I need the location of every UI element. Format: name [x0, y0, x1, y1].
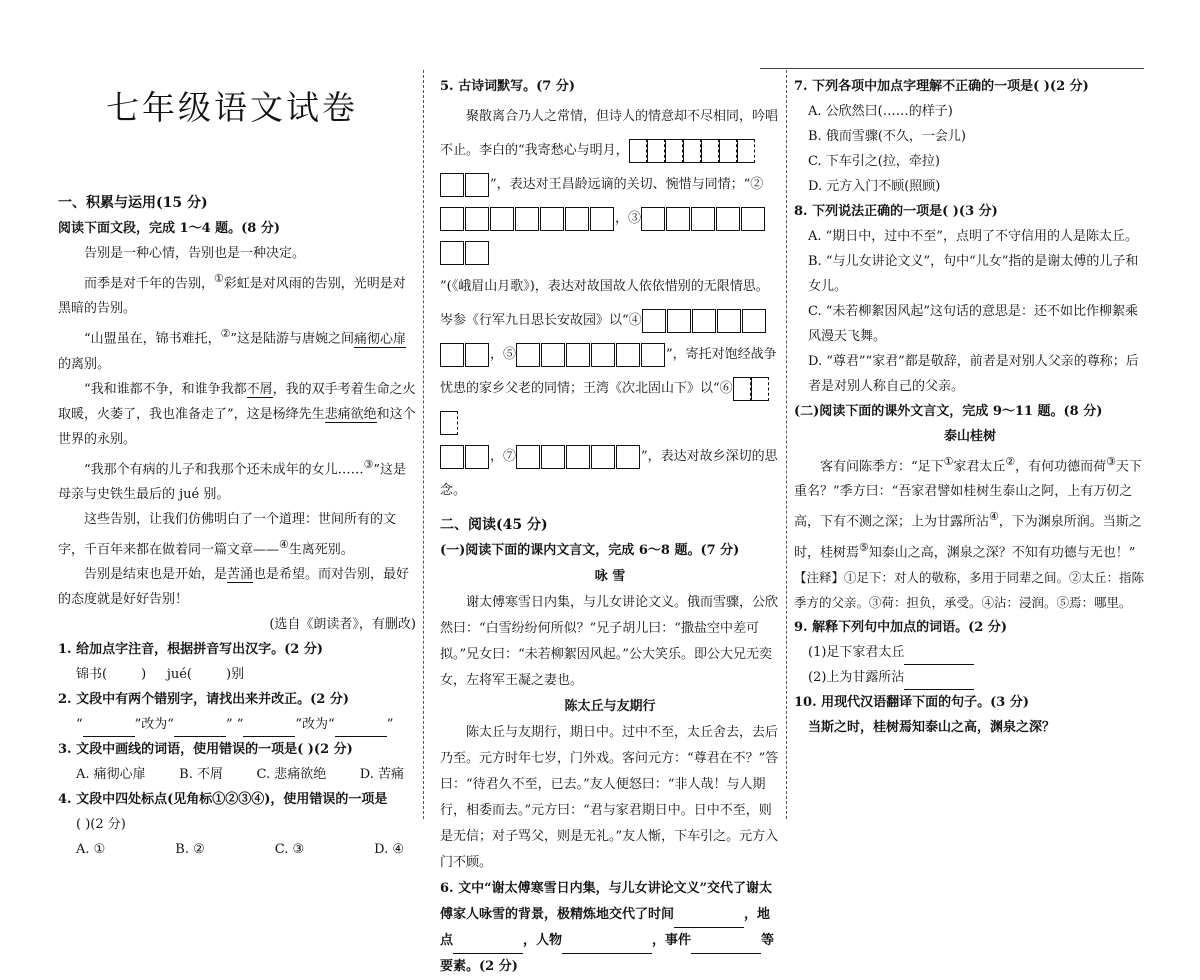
- text-title: 泰山桂树: [943, 429, 996, 444]
- question-8: 8. 下列说法正确的一项是( )(3 分): [794, 204, 998, 219]
- answer-blank[interactable]: [83, 722, 135, 737]
- question-4-options: [58, 837, 416, 862]
- question-3-options: [58, 762, 416, 787]
- option-c[interactable]: C. 悲痛欲绝: [256, 767, 327, 783]
- question-5: 5. 古诗词默写。(7 分): [440, 79, 575, 94]
- answer-blank[interactable]: [562, 939, 652, 954]
- answer-blank[interactable]: [691, 939, 761, 954]
- classical-text: 谢太傅寒雪日内集，与儿女讲论文义。俄而雪骤，公欣然曰：“白雪纷纷何所似？”兄子胡儿曰：“撒盐空中差可拟。”兄女曰：“未若柳絮因风起。”公大笑乐。即公大兄无奕女，左将军王凝之妻也。: [440, 595, 779, 688]
- answer-blank[interactable]: [674, 913, 744, 928]
- option-d[interactable]: D. 元方入门不顾(照顾): [808, 179, 941, 194]
- annotation: 【注释】①足下：对人的敬称，多用于同辈之间。②太丘：指陈季方的父亲。③荷：担负，承受。④沾：浸润。⑤焉：哪里。: [794, 569, 1145, 610]
- question-10: 10. 用现代汉语翻译下面的句子。(3 分): [794, 694, 1030, 710]
- text-title: 咏 雪: [594, 569, 626, 584]
- passage-paragraph: 这些告别，让我们仿佛明白了一个道理：世间所有的文字，千百年来都在做着同一篇文章——④生离死别。: [58, 511, 397, 558]
- option-a[interactable]: A. ①: [76, 842, 106, 858]
- column-middle: [440, 74, 780, 974]
- passage-source: (选自《朗读者》，有删改): [269, 617, 416, 633]
- question-6: 6. 文中“谢太傅寒雪日内集，与儿女讲论文义”交代了谢太傅家人咏雪的背景，极精炼地交代了时间 ，地点 ，人物 ，事件 等要素。(2 分): [440, 881, 775, 974]
- answer-blank[interactable]: [243, 722, 295, 737]
- question-9-item: (2)上为甘露所沾: [794, 665, 1146, 690]
- option-a[interactable]: A. “期日中，过中不至”，点明了不守信用的人是陈太丘。: [808, 229, 1138, 244]
- exam-title: 七年级语文试卷: [106, 88, 358, 127]
- option-c[interactable]: C. ③: [274, 842, 305, 858]
- passage-paragraph: “山盟虽在，锦书难托，②”这是陆游与唐婉之间痛彻心扉的离别。: [58, 327, 407, 372]
- option-a[interactable]: A. 痛彻心扉: [76, 767, 146, 783]
- question-4-score: ( )(2 分): [76, 817, 126, 833]
- section-heading: 一、积累与运用(15 分): [58, 195, 208, 211]
- subsection-heading: (二)阅读下面的课外文言文，完成 9～11 题。(8 分): [794, 404, 1103, 419]
- column-right: [794, 74, 1146, 829]
- answer-blank[interactable]: [904, 675, 974, 690]
- option-c[interactable]: C. 下车引之(拉，牵拉): [808, 154, 940, 169]
- option-b[interactable]: B. 俄而雪骤(不久，一会儿): [808, 129, 966, 144]
- option-b[interactable]: B. 不屑: [179, 767, 223, 783]
- passage-paragraph: “我那个有病的儿子和我那个还未成年的女儿……③”这是母亲与史铁生最后的 jué 别。: [58, 457, 407, 502]
- passage-paragraph: 告别是一种心情，告别也是一种决定。: [84, 246, 306, 261]
- question-10-sentence: 当斯之时，桂树焉知泰山之高，渊泉之深？: [808, 719, 1056, 735]
- option-d[interactable]: D. 苦痛: [359, 767, 404, 783]
- section-heading: 二、阅读(45 分): [440, 517, 548, 533]
- question-2-blanks: “ ”改为“ ” “ ”改为“ ”: [58, 712, 416, 737]
- question-9: 9. 解释下列句中加点的词语。(2 分): [794, 619, 1007, 635]
- answer-blank[interactable]: [453, 939, 523, 954]
- question-1: 1. 给加点字注音，根据拼音写出汉字。(2 分): [58, 642, 323, 658]
- option-d[interactable]: D. ④: [374, 842, 404, 858]
- answer-blank[interactable]: [904, 650, 974, 665]
- poem-fill-text: 聚散离合乃人之常情，但诗人的情意却不尽相同，吟唱不止。李白的“我寄愁心与明月， ”，表达对王昌龄远谪的关切、惋惜与同情；“② ，③ ”(《峨眉山月歌》)，表达对故国故人依依惜别的无限情思。岑参《行军九日思长安故园》以“④ ，⑤ ”，寄托对饱经战争忧患的家乡父老的同情；王湾《次北固山下》以“⑥ ，⑦ ”，表达对故乡深切的思念。: [440, 109, 779, 498]
- passage-intro: 阅读下面文段，完成 1～4 题。(8 分): [58, 221, 281, 236]
- question-2: 2. 文段中有两个错别字，请找出来并改正。(2 分): [58, 692, 349, 708]
- option-a[interactable]: A. 公欣然曰(……的样子): [808, 104, 953, 119]
- option-c[interactable]: C. “未若柳絮因风起”这句话的意思是：还不如比作柳絮乘风漫天飞舞。: [808, 304, 1139, 344]
- question-9-item: (1)足下家君太丘: [794, 640, 1146, 665]
- option-b[interactable]: B. ②: [175, 842, 205, 858]
- answer-blank[interactable]: [174, 722, 226, 737]
- question-4: 4. 文段中四处标点(见角标①②③④)，使用错误的一项是: [58, 792, 388, 808]
- passage-paragraph: 告别是结束也是开始，是苦涌也是希望。而对告别，最好的态度就是好好告别！: [58, 567, 410, 608]
- column-left: [58, 60, 416, 858]
- column-divider: [423, 70, 424, 819]
- answer-blank[interactable]: [335, 722, 387, 737]
- text-title: 陈太丘与友期行: [564, 699, 656, 714]
- question-3: 3. 文段中画线的词语，使用错误的一项是( )(2 分): [58, 742, 353, 758]
- subsection-heading: (一)阅读下面的课内文言文，完成 6～8 题。(7 分): [440, 543, 740, 558]
- header-rule: [760, 68, 1144, 69]
- passage-paragraph: “我和谁都不争，和谁争我都不屑，我的双手考着生命之火取暖，火萎了，我也准备走了”，这是杨绛先生悲痛欲绝和这个世界的永别。: [58, 381, 416, 447]
- question-7: 7. 下列各项中加点字理解不正确的一项是( )(2 分): [794, 79, 1089, 94]
- option-b[interactable]: B. “与儿女讲论文义”，句中“儿女”指的是谢太傅的儿子和女儿。: [808, 254, 1139, 294]
- classical-text: 陈太丘与友期行，期日中。过中不至，太丘舍去，去后乃至。元方时年七岁，门外戏。客问元方：“尊君在不？”答曰：“待君久不至，已去。”友人便怒曰：“非人哉！与人期行，相委而去。”元方曰：“君与家君期日中。日中不至，则是无信；对子骂父，则是无礼。”友人惭，下车引之。元方入门不顾。: [440, 725, 779, 870]
- column-divider: [786, 70, 787, 819]
- classical-text: 客有问陈季方：“足下①家君太丘②，有何功德而荷③天下重名？”季方曰：“吾家君譬如桂树生泰山之阿，上有万仞之高，下有不测之深；上为甘露所沾④，下为渊泉所润。当斯之时，桂树焉⑤知泰山之高，渊泉之深？不知有功德与无也！”: [794, 455, 1142, 560]
- question-1-blanks: 锦书( ) jué( )别: [76, 667, 245, 683]
- passage-paragraph: 而季是对千年的告别，①彩虹是对风雨的告别，光明是对黑暗的告别。: [58, 272, 406, 317]
- option-d[interactable]: D. “尊君”“家君”都是敬辞，前者是对别人父亲的尊称；后者是对别人称自己的父亲。: [808, 354, 1139, 394]
